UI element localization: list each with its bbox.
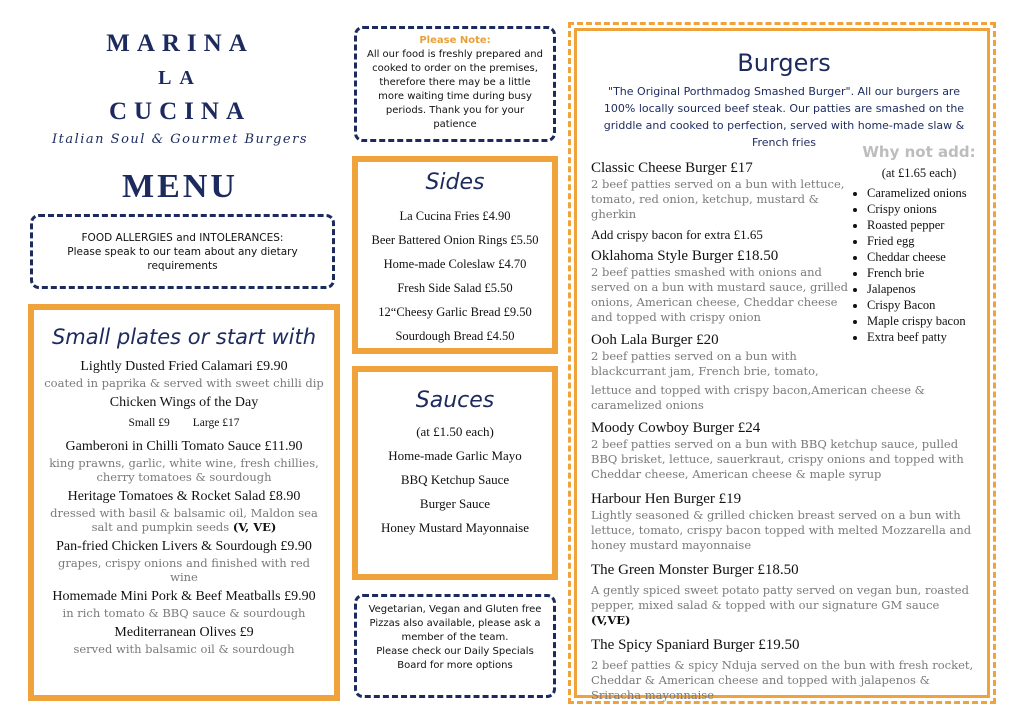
side-sourdough: Sourdough Bread £4.50 [395, 329, 515, 343]
sauce-garlic-mayo: Home-made Garlic Mayo [388, 448, 522, 463]
addon-item: • Roasted pepper [867, 217, 989, 233]
please-note-heading: Please Note: [419, 35, 491, 46]
brand-line3: CUCINA [109, 98, 251, 125]
vegetarian-notice-text: Vegetarian, Vegan and Gluten free Pizzas also available, please ask a member of the team. [368, 604, 542, 643]
addons-title: Why not add: [862, 143, 976, 161]
please-note-box [354, 26, 556, 142]
item-chicken-livers: Pan-fried Chicken Livers & Sourdough £9.90 [56, 539, 312, 554]
item-chicken-wings-sizes: Small £9 Large £17 [128, 417, 240, 429]
item-heritage-tomatoes-desc [44, 506, 324, 534]
small-plates-title: Small plates or start with [51, 325, 317, 349]
item-meatballs: Homemade Mini Pork & Beef Meatballs £9.90 [52, 589, 316, 604]
item-gamberoni: Gamberoni in Chilli Tomato Sauce £11.90 [65, 439, 303, 454]
burgers-box [568, 22, 996, 704]
burger-oklahoma: Oklahoma Style Burger £18.50 [591, 248, 779, 264]
sauce-bbq-ketchup: BBQ Ketchup Sauce [400, 472, 510, 487]
burgers-title: Burgers [737, 49, 831, 77]
addon-item: • Caramelized onions [867, 185, 989, 201]
side-onion-rings: Beer Battered Onion Rings £5.50 [371, 233, 539, 247]
item-heritage-tomatoes-diet: (V, VE) [232, 520, 277, 534]
burger-spicy-spaniard-desc: 2 beef patties & spicy Nduja served on the bun with fresh rocket, Cheddar & American cheese and topped with jalapenos & Sriracha mayonnaise [591, 658, 974, 702]
addons-panel [849, 141, 989, 345]
item-meatballs-desc: in rich tomato & BBQ sauce & sourdough [62, 606, 306, 620]
allergy-notice [30, 214, 335, 289]
brand-tagline: Italian Soul & Gourmet Burgers [52, 132, 308, 147]
burgers-upper-column [591, 159, 849, 379]
burger-classic-cheese: Classic Cheese Burger £17 [591, 160, 753, 176]
burger-harbour-hen-desc: Lightly seasoned & grilled chicken breast served on a bun with lettuce, tomato, crispy bacon topped with melted Mozzarella and honey mustard mayonnaise [591, 508, 972, 552]
burger-moody-cowboy-desc: 2 beef patties served on a bun with BBQ ketchup sauce, pulled BBQ brisket, lettuce, sauerkraut, crispy onions and topped with Cheddar cheese, American cheese & maple syrup [591, 437, 964, 481]
vegetarian-notice [354, 594, 556, 698]
brand-line1: MARINA [106, 30, 254, 57]
sauce-burger: Burger Sauce [419, 496, 491, 511]
burger-green-monster: The Green Monster Burger £18.50 [591, 562, 799, 578]
allergy-text: Please speak to our team about any dietary requirements [67, 246, 298, 272]
specials-board-text: Please check our Daily Specials Board for more options [376, 646, 534, 671]
sauces-box [352, 366, 558, 580]
burger-green-monster-desc-text: A gently spiced sweet potato patty served on vegan bun, roasted pepper, mixed salad & topped with our signature GM sauce [591, 583, 969, 612]
addon-item: • Maple crispy bacon [867, 313, 989, 329]
burger-green-monster-desc [591, 583, 977, 628]
burgers-lower-column [591, 383, 977, 703]
burger-harbour-hen: Harbour Hen Burger £19 [591, 491, 742, 507]
side-garlic-bread: 12“Cheesy Garlic Bread £9.50 [378, 305, 532, 319]
addon-item: • Extra beef patty [867, 329, 989, 345]
item-olives-desc: served with balsamic oil & sourdough [73, 642, 295, 656]
sauce-honey-mustard: Honey Mustard Mayonnaise [380, 520, 530, 535]
burger-ooh-lala: Ooh Lala Burger £20 [591, 332, 719, 348]
menu-heading: MENU [122, 168, 238, 205]
addon-item: • Crispy Bacon [867, 297, 989, 313]
burgers-intro: "The Original Porthmadog Smashed Burger". All our burgers are 100% locally sourced beef steak. Our patties are smashed on the griddle and cooked to perfection, served with home-made slaw & French fries [603, 85, 965, 149]
item-chicken-livers-desc: grapes, crispy onions and finished with red wine [57, 556, 311, 584]
allergy-heading: FOOD ALLERGIES and INTOLERANCES: [81, 232, 284, 244]
burger-classic-cheese-desc: 2 beef patties served on a bun with lettuce, tomato, red onion, ketchup, mustard & gherkin [591, 177, 845, 221]
item-calamari-desc: coated in paprika & served with sweet chilli dip [44, 376, 324, 390]
addon-item: • Jalapenos [867, 281, 989, 297]
item-olives: Mediterranean Olives £9 [114, 625, 254, 640]
addons-price: (at £1.65 each) [881, 166, 957, 180]
burger-oklahoma-desc: 2 beef patties smashed with onions and served on a bun with mustard sauce, grilled onions, American cheese, Cheddar cheese and topped with crispy onion [591, 265, 849, 324]
burger-ooh-lala-desc: 2 beef patties served on a bun with blackcurrant jam, French brie, tomato, [591, 349, 819, 378]
burger-moody-cowboy: Moody Cowboy Burger £24 [591, 420, 761, 436]
burger-classic-cheese-extra: Add crispy bacon for extra £1.65 [591, 227, 763, 242]
side-salad: Fresh Side Salad £5.50 [397, 281, 513, 295]
burger-green-monster-diet: (V,VE) [591, 613, 631, 627]
addons-list [849, 185, 989, 345]
side-fries: La Cucina Fries £4.90 [399, 209, 511, 223]
sides-title: Sides [425, 170, 485, 195]
sides-box [352, 156, 558, 354]
sauces-price: (at £1.50 each) [416, 424, 494, 439]
brand-block [20, 28, 340, 147]
small-plates-box [28, 304, 340, 701]
addon-item: • Fried egg [867, 233, 989, 249]
item-gamberoni-desc: king prawns, garlic, white wine, fresh chillies, cherry tomatoes & sourdough [49, 456, 319, 484]
sauces-title: Sauces [415, 388, 495, 413]
addon-item: • French brie [867, 265, 989, 281]
burger-ooh-lala-desc-cont: lettuce and topped with crispy bacon,American cheese & caramelized onions [591, 383, 925, 412]
brand-line2: LA [158, 67, 202, 89]
item-chicken-wings: Chicken Wings of the Day [109, 395, 259, 410]
item-calamari: Lightly Dusted Fried Calamari £9.90 [80, 359, 288, 374]
addon-item: • Cheddar cheese [867, 249, 989, 265]
please-note-text: All our food is freshly prepared and cooked to order on the premises, therefore there may be a little more waiting time during busy periods. Thank you for your patience [366, 49, 543, 130]
item-heritage-tomatoes-desc-text: dressed with basil & balsamic oil, Maldon sea salt and pumpkin seeds [50, 506, 318, 534]
item-heritage-tomatoes: Heritage Tomatoes & Rocket Salad £8.90 [67, 489, 301, 504]
side-coleslaw: Home-made Coleslaw £4.70 [383, 257, 527, 271]
burger-spicy-spaniard: The Spicy Spaniard Burger £19.50 [591, 637, 800, 653]
addon-item: • Crispy onions [867, 201, 989, 217]
